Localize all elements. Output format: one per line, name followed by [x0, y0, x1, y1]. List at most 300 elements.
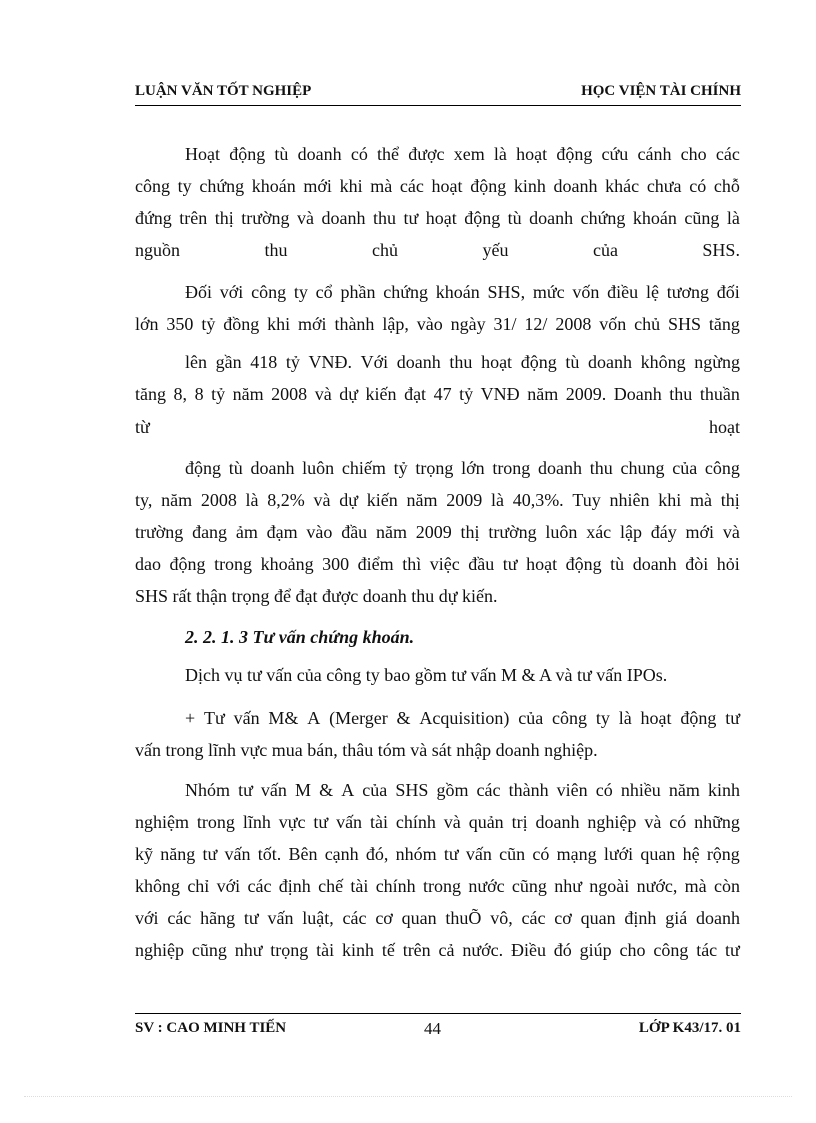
word: mà — [690, 490, 713, 510]
word: luôn — [302, 458, 335, 478]
word: động — [464, 208, 501, 228]
word: đầu — [341, 522, 368, 542]
word: dao — [135, 554, 161, 574]
word: có — [350, 144, 368, 164]
word: tế — [381, 940, 395, 960]
word: 2008 — [555, 314, 592, 334]
word: chỗ — [713, 176, 740, 196]
word: lệ — [645, 282, 659, 302]
word: doanh — [529, 208, 574, 228]
word: 47 — [433, 384, 452, 404]
word: các — [247, 876, 272, 896]
word: tư — [243, 908, 259, 928]
word: các — [399, 176, 424, 196]
word: vấn — [224, 844, 251, 864]
word: đạt — [404, 384, 427, 404]
word: khi — [267, 314, 291, 334]
word: ngừng — [694, 352, 740, 372]
word: giúp — [579, 940, 612, 960]
word: tù — [610, 554, 625, 574]
word: đồng — [223, 314, 260, 334]
text-line — [135, 239, 740, 261]
word: rộng — [706, 844, 740, 864]
word: được — [408, 144, 445, 164]
word: trong — [423, 876, 461, 896]
word: đó, — [365, 844, 389, 864]
word: thu — [264, 240, 288, 260]
text-line — [135, 907, 740, 929]
word: A — [341, 780, 355, 800]
word: & — [319, 780, 334, 800]
word: việc — [429, 554, 460, 574]
word: chính — [395, 812, 436, 832]
word: của — [672, 458, 698, 478]
word: với — [219, 282, 244, 302]
word: + — [185, 708, 196, 728]
word: doanh — [321, 208, 366, 228]
word: còn — [713, 876, 740, 896]
word: thu — [449, 352, 473, 372]
word: mạng — [556, 844, 597, 864]
word: vốn — [599, 314, 627, 334]
word: Tuy — [572, 490, 601, 510]
word: hỏi — [716, 554, 740, 574]
word: 8 — [194, 384, 204, 404]
word: có — [689, 176, 707, 196]
word: Acquisition) — [419, 708, 510, 728]
word: chủ — [371, 240, 398, 260]
word: A — [307, 708, 321, 728]
word: chứng — [199, 176, 245, 196]
word: công — [704, 458, 740, 478]
word: động — [185, 458, 221, 478]
word: chỉ — [187, 876, 210, 896]
word: không — [135, 876, 180, 896]
page-header — [135, 83, 741, 106]
text-line — [135, 207, 740, 229]
word: thị — [460, 522, 480, 542]
word: thành — [334, 314, 375, 334]
word: cũn — [499, 844, 526, 864]
word: 2009 — [415, 522, 452, 542]
word: hoạt — [425, 208, 457, 228]
text-line — [135, 939, 740, 961]
word: kỹ — [135, 844, 153, 864]
word: gần — [215, 352, 242, 372]
word: hoạt — [526, 554, 558, 574]
word: ty — [595, 708, 610, 728]
word: gồm — [436, 780, 469, 800]
word: Với — [360, 352, 389, 372]
word: tù — [274, 144, 289, 164]
word: thu — [589, 458, 613, 478]
page-edge-divider — [24, 1096, 792, 1097]
word: của — [592, 240, 618, 260]
word: kinh — [707, 780, 740, 800]
word: doanh — [632, 554, 677, 574]
word: cứu — [601, 144, 629, 164]
text-line — [135, 489, 740, 511]
word: Bên — [288, 844, 318, 864]
word: 8,2% — [267, 490, 305, 510]
word: 350 — [166, 314, 194, 334]
word: kinh — [513, 176, 546, 196]
text-line — [135, 383, 740, 405]
word: vấn — [336, 812, 363, 832]
word: lĩnh — [242, 812, 271, 832]
word: 8, — [173, 384, 188, 404]
word: tăng — [135, 384, 166, 404]
word: mà — [684, 876, 707, 896]
word: tỷ — [211, 384, 226, 404]
word: có — [669, 812, 687, 832]
word: SHS — [667, 314, 702, 334]
word: Tư — [203, 708, 225, 728]
word: có — [532, 844, 550, 864]
word: như — [234, 940, 263, 960]
text-line — [135, 843, 740, 865]
word: nghiệp — [135, 940, 184, 960]
word: hệ — [682, 844, 700, 864]
word: lập — [619, 522, 642, 542]
word: thuần — [699, 384, 740, 404]
word: xem — [453, 144, 485, 164]
word: 418 — [250, 352, 278, 372]
word: đáy — [650, 522, 677, 542]
word: tư — [202, 844, 218, 864]
footer-rule — [135, 1013, 741, 1014]
word: đang — [192, 522, 228, 542]
word: doanh — [396, 352, 441, 372]
word: tốt. — [257, 844, 282, 864]
word: cả — [438, 940, 455, 960]
word: SHS, — [487, 282, 526, 302]
word: vấn — [267, 908, 294, 928]
word: cũng — [684, 208, 720, 228]
word: cánh — [637, 144, 672, 164]
word: vực — [278, 812, 306, 832]
word: ngoài — [589, 876, 630, 896]
word: nhiều — [620, 780, 661, 800]
word: các — [715, 144, 740, 164]
word: ty — [177, 176, 192, 196]
word: khoán — [251, 176, 296, 196]
word: chưa — [646, 176, 682, 196]
word: các — [342, 908, 367, 928]
text-line — [135, 281, 740, 303]
text-line — [135, 416, 740, 438]
word: tù — [565, 352, 580, 372]
word: tư — [403, 208, 419, 228]
word: và — [722, 522, 740, 542]
word: chính — [375, 876, 416, 896]
word: vốn — [572, 282, 600, 302]
word: nhóm — [395, 844, 437, 864]
word: tương — [666, 282, 710, 302]
word: doanh — [535, 812, 580, 832]
word: công — [552, 708, 588, 728]
word: mới — [685, 522, 715, 542]
word: luôn — [545, 522, 578, 542]
word: kiến — [366, 490, 398, 510]
word: công — [135, 176, 170, 196]
word: xác — [586, 522, 612, 542]
word: đầu — [468, 554, 495, 574]
word: viên — [556, 780, 588, 800]
word: vào — [416, 314, 443, 334]
word: những — [694, 812, 740, 832]
word: 2009. — [565, 384, 607, 404]
word: động — [520, 352, 557, 372]
word: trường — [488, 522, 537, 542]
word: định — [624, 908, 657, 928]
word: trường — [135, 522, 184, 542]
word: đạm — [266, 522, 298, 542]
word: tỷ — [393, 458, 408, 478]
word: cạnh — [324, 844, 359, 864]
word: tù — [228, 458, 243, 478]
word: doanh — [297, 144, 342, 164]
word: tư — [725, 708, 740, 728]
word: trọng — [270, 940, 309, 960]
word: nguồn — [135, 240, 180, 260]
word: doanh — [696, 908, 740, 928]
word: các — [476, 780, 501, 800]
word: Đối — [185, 282, 212, 302]
word: điều — [607, 282, 639, 302]
word: động — [470, 176, 507, 196]
word: 300 — [322, 554, 350, 574]
word: của — [362, 780, 388, 800]
text-line — [135, 553, 740, 575]
word: tư — [443, 844, 459, 864]
word: giá — [665, 908, 688, 928]
word: nghiệm — [135, 812, 189, 832]
word: và — [443, 812, 461, 832]
footer-student: SV : CAO MINH TIẾN — [135, 1020, 287, 1036]
word: luật, — [302, 908, 334, 928]
word: nước. — [462, 940, 504, 960]
word: SHS. — [702, 240, 740, 260]
word: dự — [339, 384, 358, 404]
word: năm — [668, 780, 700, 800]
text-line: Dịch vụ tư vấn của công ty bao gồm tư vấn M & A và tư vấn IPOs. — [185, 665, 668, 685]
word: và — [313, 490, 331, 510]
word: ngày — [450, 314, 486, 334]
word: doanh — [538, 458, 583, 478]
text-line — [135, 521, 740, 543]
word: thu — [372, 208, 396, 228]
word: thu — [669, 384, 693, 404]
word: trong — [492, 458, 531, 478]
word: khác — [605, 176, 640, 196]
word: lưới — [603, 844, 634, 864]
word: nhiên — [609, 490, 650, 510]
word: tù — [507, 208, 522, 228]
word: lập, — [382, 314, 409, 334]
word: 2008 — [271, 384, 308, 404]
word: mới — [303, 176, 332, 196]
word: hoạt — [640, 708, 672, 728]
text-line: vấn trong lĩnh vực mua bán, thâu tóm và sát nhập doanh nghiệp. — [135, 740, 598, 760]
word: có — [595, 780, 613, 800]
word: kinh — [341, 940, 374, 960]
word: doanh — [250, 458, 295, 478]
word: 2008 — [200, 490, 237, 510]
word: kiến — [365, 384, 397, 404]
word: động — [680, 708, 717, 728]
word: công — [251, 282, 287, 302]
word: cổ — [315, 282, 333, 302]
word: trường — [241, 208, 290, 228]
word: & — [396, 708, 411, 728]
word: Hoạt — [185, 144, 220, 164]
word: tỷ — [285, 352, 300, 372]
word: ảm — [235, 522, 258, 542]
word: doanh — [587, 352, 632, 372]
word: quan — [640, 844, 676, 864]
word: trên — [402, 940, 431, 960]
word: phần — [340, 282, 376, 302]
word: và — [296, 208, 314, 228]
text-line — [135, 351, 740, 373]
word: công — [653, 940, 689, 960]
word: vấn — [465, 844, 492, 864]
word: cũng — [191, 940, 227, 960]
word: cho — [619, 940, 646, 960]
word: tác — [696, 940, 718, 960]
word: nước — [468, 876, 505, 896]
word: động — [229, 144, 266, 164]
word: lên — [185, 352, 207, 372]
word: điểm — [357, 554, 394, 574]
word: chứng — [383, 282, 428, 302]
word: cũng — [511, 876, 547, 896]
word: Doanh — [613, 384, 662, 404]
header-right: HỌC VIỆN TÀI CHÍNH — [581, 83, 741, 99]
word: hoạt — [431, 176, 463, 196]
text-line — [135, 707, 740, 729]
text-line — [135, 143, 740, 165]
word: SHS — [395, 780, 429, 800]
word: là — [618, 708, 632, 728]
word: 31/ — [493, 314, 517, 334]
word: thành — [508, 780, 549, 800]
word: Nhóm — [185, 780, 230, 800]
word: mức — [532, 282, 565, 302]
text-line — [135, 457, 740, 479]
word: năm — [406, 490, 438, 510]
word: trọng — [415, 458, 454, 478]
word: tài — [316, 940, 335, 960]
word: động — [556, 144, 593, 164]
word: năm — [232, 384, 264, 404]
word: vấn — [233, 708, 260, 728]
word: năng — [160, 844, 196, 864]
word: hoạt — [516, 144, 548, 164]
word: khoán — [435, 282, 480, 302]
word: yếu — [482, 240, 509, 260]
word: VNĐ — [480, 384, 520, 404]
word: mới — [298, 314, 327, 334]
word: chứng — [580, 208, 626, 228]
word: nghiệp — [587, 812, 637, 832]
word: (Merger — [329, 708, 388, 728]
word: quản — [468, 812, 504, 832]
text-line — [135, 779, 740, 801]
word: đứng — [135, 208, 172, 228]
text-line: SHS rất thận trọng để đạt được doanh thu dự kiến. — [135, 586, 498, 606]
word: quan — [580, 908, 616, 928]
word: tư — [313, 812, 329, 832]
word: chiếm — [341, 458, 386, 478]
word: trong — [196, 812, 235, 832]
word: lớn — [135, 314, 159, 334]
word: thì — [402, 554, 422, 574]
word: năm — [161, 490, 193, 510]
word: thị — [720, 490, 740, 510]
word: tài — [350, 876, 369, 896]
word: ty, — [135, 490, 153, 510]
page-number: 44 — [424, 1019, 441, 1038]
word: doanh — [553, 176, 598, 196]
word: là — [493, 144, 507, 164]
word: như — [554, 876, 582, 896]
word: vô, — [490, 908, 513, 928]
word: VNĐ. — [308, 352, 353, 372]
word: thị — [214, 208, 234, 228]
word: trong — [214, 554, 253, 574]
word: ty — [293, 282, 308, 302]
section-heading: 2. 2. 1. 3 Tư vấn chứng khoán. — [185, 627, 415, 647]
word: lớn — [461, 458, 485, 478]
footer-class: LỚP K43/17. 01 — [638, 1020, 741, 1036]
word: là — [245, 490, 259, 510]
word: không — [640, 352, 686, 372]
word: mà — [370, 176, 393, 196]
word: tư — [238, 780, 253, 800]
word: trên — [179, 208, 208, 228]
text-line — [135, 313, 740, 335]
word: động — [565, 554, 602, 574]
word: tài — [369, 812, 388, 832]
word: của — [518, 708, 544, 728]
word: khoán — [632, 208, 677, 228]
word: tư — [502, 554, 518, 574]
word: hoạt — [709, 417, 740, 437]
word: quan — [401, 908, 437, 928]
word: năm — [375, 522, 407, 542]
word: khoảng — [260, 554, 314, 574]
word: 40,3%. — [512, 490, 564, 510]
header-left: LUẬN VĂN TỐT NGHIỆP — [135, 83, 312, 99]
word: định — [278, 876, 311, 896]
word: đòi — [685, 554, 709, 574]
word: là — [726, 208, 740, 228]
word: đối — [716, 282, 740, 302]
word: cơ — [554, 908, 572, 928]
word: với — [216, 876, 241, 896]
word: Điều — [510, 940, 546, 960]
word: nước, — [636, 876, 678, 896]
word: thuÕ — [445, 908, 482, 928]
word: chế — [318, 876, 344, 896]
word: chủ — [634, 314, 661, 334]
word: hãng — [200, 908, 236, 928]
word: tư — [725, 940, 740, 960]
word: vấn — [260, 780, 287, 800]
word: vào — [306, 522, 333, 542]
